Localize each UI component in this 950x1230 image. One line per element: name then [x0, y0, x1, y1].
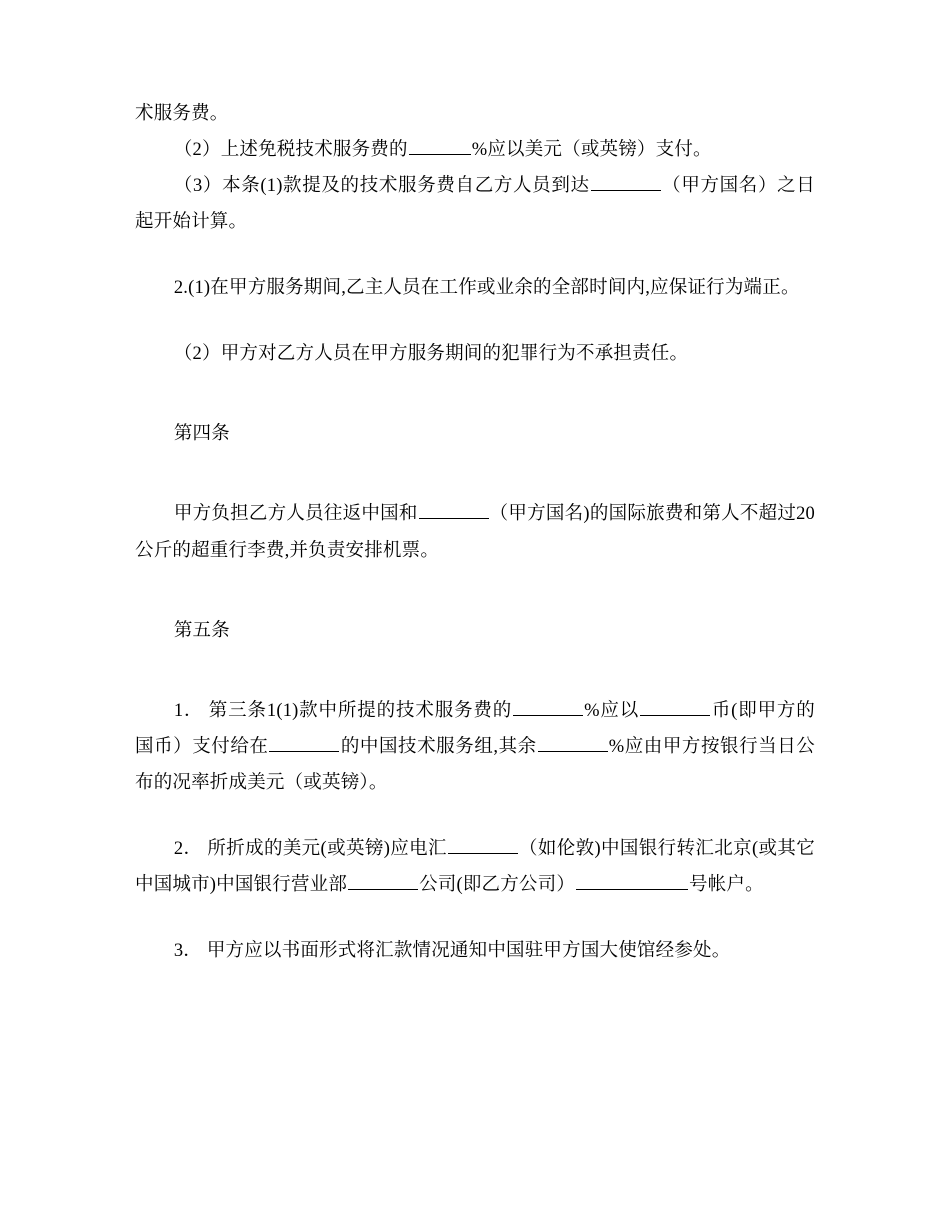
fill-in-blank [348, 869, 418, 889]
paragraph-text: （2）甲方对乙方人员在甲方服务期间的犯罪行为不承担责任。 [173, 344, 689, 365]
paragraph-spacer [135, 801, 815, 831]
paragraph-text: %应由甲方按银行当日公布的况率折成美元（或英镑）。 [135, 736, 815, 793]
document-paragraph [135, 132, 815, 168]
section-heading: 第四条 [173, 424, 230, 445]
paragraph-text: 币(即甲方的国币）支付给在 [135, 700, 815, 757]
fill-in-blank [419, 499, 489, 519]
document-paragraph [135, 496, 815, 568]
document-paragraph [135, 96, 815, 132]
paragraph-text: %应以 [584, 700, 640, 721]
fill-in-blank [640, 695, 710, 715]
paragraph-spacer [135, 903, 815, 933]
paragraph-spacer [135, 240, 815, 270]
document-paragraph [135, 168, 815, 240]
fill-in-blank [576, 869, 688, 889]
fill-in-blank [269, 731, 339, 751]
paragraph-spacer [135, 649, 815, 693]
paragraph-text: 2． 所折成的美元(或英镑)应电汇 [173, 838, 447, 859]
paragraph-text: 的中国技术服务组,其余 [340, 736, 537, 757]
fill-in-blank [513, 695, 583, 715]
paragraph-spacer [135, 372, 815, 416]
paragraph-text: （甲方国名）之日起开始计算。 [135, 176, 816, 233]
paragraph-spacer [135, 452, 815, 496]
fill-in-blank [538, 731, 608, 751]
document-paragraph [135, 693, 815, 801]
paragraph-text: （甲方国名)的国际旅费和第人不超过20公斤的超重行李费,并负责安排机票。 [135, 504, 815, 561]
paragraph-text: 术服务费。 [135, 104, 229, 124]
paragraph-text: 甲方负担乙方人员往返中国和 [173, 504, 418, 525]
document-paragraph [135, 831, 815, 903]
paragraph-spacer [135, 569, 815, 613]
paragraph-text: 3． 甲方应以书面形式将汇款情况通知中国驻甲方国大使馆经参处。 [173, 940, 731, 961]
paragraph-text: （3）本条(1)款提及的技术服务费自乙方人员到达 [173, 176, 590, 197]
document-paragraph [135, 270, 815, 306]
document-body [135, 96, 815, 969]
fill-in-blank [409, 135, 471, 155]
paragraph-spacer [135, 306, 815, 336]
document-paragraph [135, 336, 815, 372]
paragraph-text: （如伦敦)中国银行转汇北京(或其它中国城市)中国银行营业部 [135, 838, 815, 895]
document-paragraph [135, 933, 815, 969]
fill-in-blank [591, 171, 661, 191]
fill-in-blank [448, 833, 518, 853]
paragraph-text: %应以美元（或英镑）支付。 [471, 140, 712, 161]
paragraph-text: 2.(1)在甲方服务期间,乙主人员在工作或业余的全部时间内,应保证行为端正。 [173, 278, 800, 299]
paragraph-text: 1． 第三条1(1)款中所提的技术服务费的 [173, 700, 513, 721]
paragraph-text: （2）上述免税技术服务费的 [173, 140, 408, 161]
paragraph-text: 公司(即乙方公司） [419, 874, 576, 895]
paragraph-text: 号帐户。 [689, 874, 764, 895]
section-heading: 第五条 [173, 620, 230, 641]
